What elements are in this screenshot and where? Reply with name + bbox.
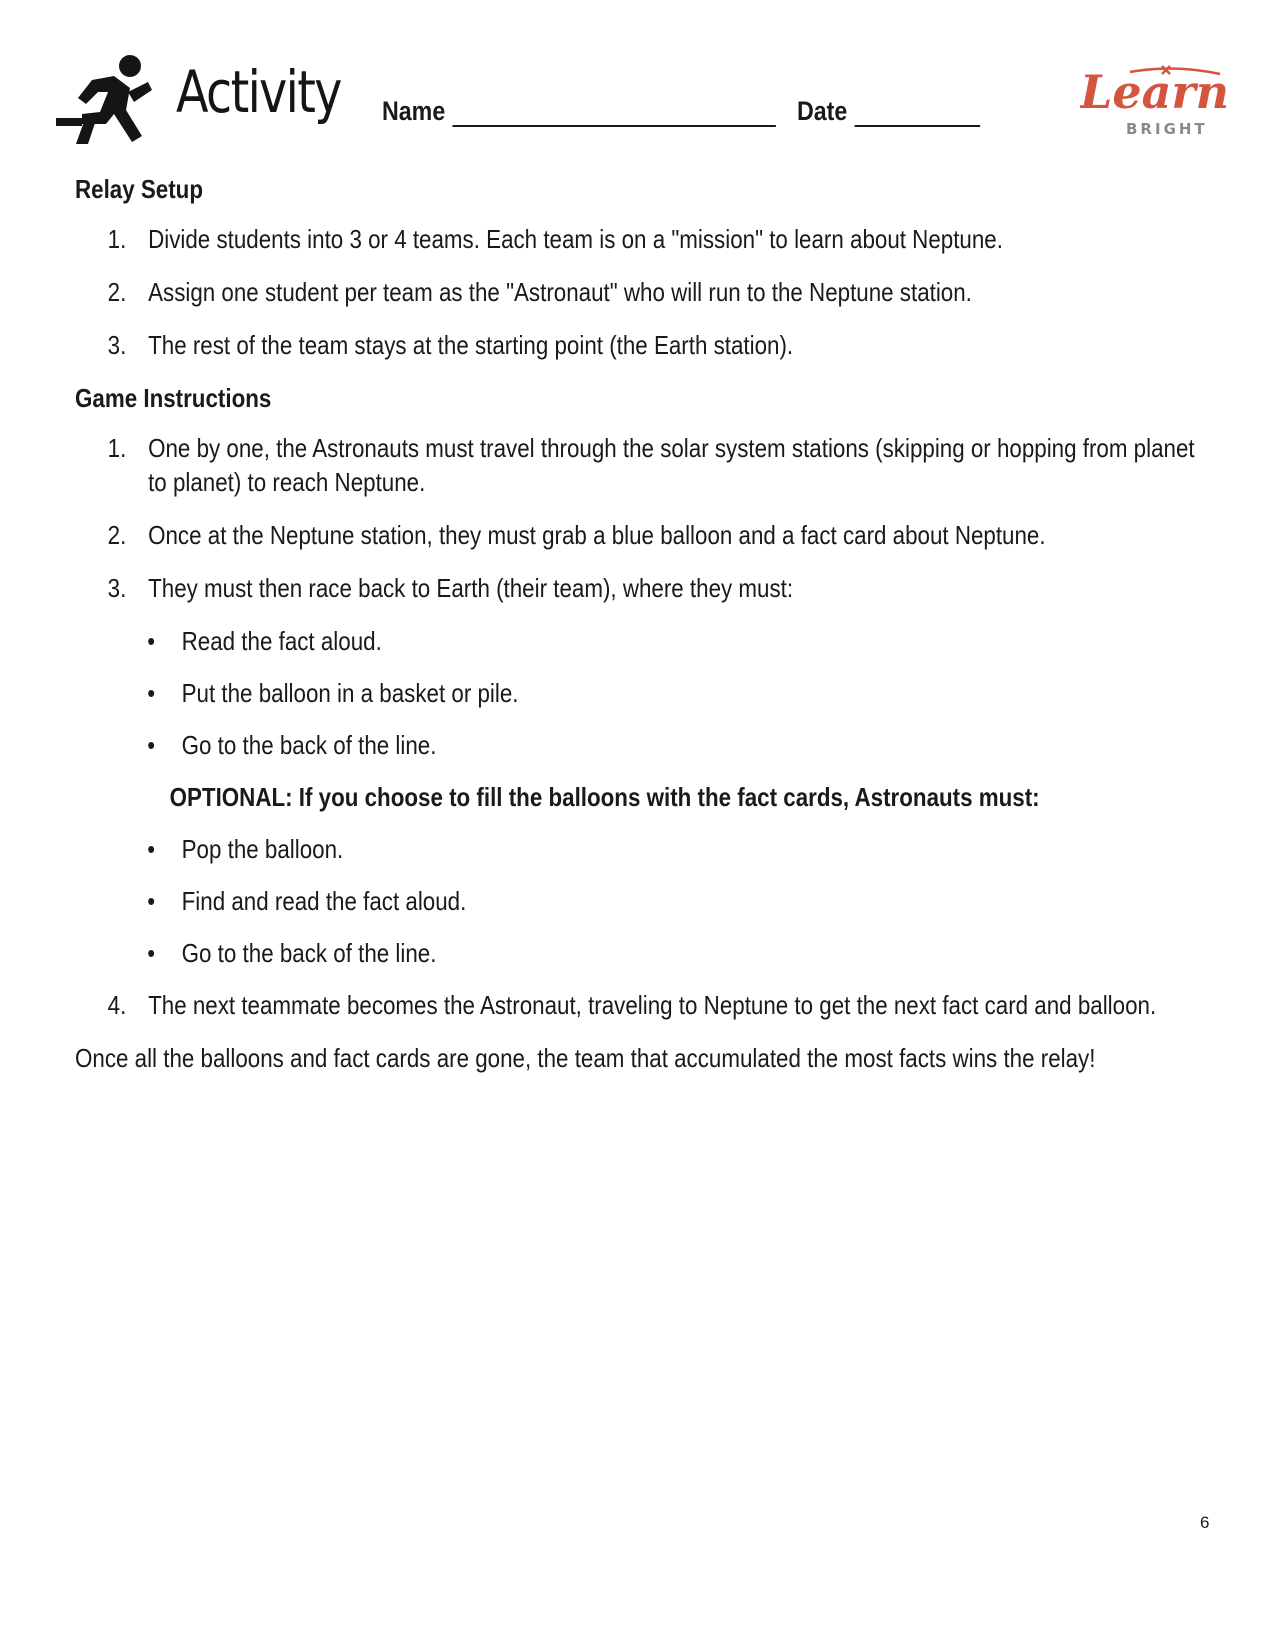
date-line[interactable] [854, 99, 980, 127]
name-line[interactable] [452, 99, 775, 127]
page-content [75, 172, 1205, 1075]
list-item: 2. Assign one student per team as the "Astronaut" who will run to the Neptune station. [107, 277, 972, 307]
learn-bright-logo [1080, 62, 1240, 142]
logo-subtext: BRIGHT [1126, 120, 1208, 138]
bullet-item: • Go to the back of the line. [147, 938, 437, 968]
date-label: Date [797, 96, 848, 126]
bullet-item: • Pop the balloon. [147, 834, 344, 864]
bullet-list-b [75, 832, 1210, 970]
bullet-item: • Read the fact aloud. [147, 626, 382, 656]
list-item: 1. One by one, the Astronauts must travel through the solar system stations (skipping or hopping from planet to planet) to reach Neptune. [107, 433, 1195, 497]
list-item: 3. The rest of the team stays at the starting point (the Earth station). [107, 330, 794, 360]
runner-icon [52, 52, 162, 148]
bullet-item: • Find and read the fact aloud. [147, 886, 467, 916]
name-label: Name [382, 96, 446, 126]
relay-setup-heading: Relay Setup [75, 174, 203, 204]
relay-setup-list [75, 222, 1210, 362]
optional-note: OPTIONAL: If you choose to fill the balloons with the fact cards, Astronauts must: [169, 782, 1040, 812]
list-item: 1. Divide students into 3 or 4 teams. Each team is on a "mission" to learn about Neptune. [107, 224, 1003, 254]
bullet-item: • Put the balloon in a basket or pile. [147, 678, 519, 708]
date-field[interactable] [797, 96, 980, 127]
name-field[interactable] [382, 96, 775, 127]
list-item: 2. Once at the Neptune station, they must grab a blue balloon and a fact card about Neptune. [107, 520, 1046, 550]
game-instructions-list-cont [75, 988, 1210, 1022]
page-number: 6 [1200, 1513, 1210, 1532]
page-title: Activity [176, 58, 341, 126]
closing-text: Once all the balloons and fact cards are gone, the team that accumulated the most facts wins the relay! [75, 1043, 1096, 1073]
logo-text: Learn [1080, 65, 1230, 119]
page-header [0, 0, 1275, 160]
bullet-item: • Go to the back of the line. [147, 730, 437, 760]
list-item: 4. The next teammate becomes the Astronaut, traveling to Neptune to get the next fact card and balloon. [107, 990, 1157, 1020]
game-instructions-heading: Game Instructions [75, 383, 272, 413]
game-instructions-list [75, 431, 1210, 605]
list-item: 3. They must then race back to Earth (their team), where they must: [107, 573, 794, 603]
bullet-list-a [75, 624, 1210, 762]
